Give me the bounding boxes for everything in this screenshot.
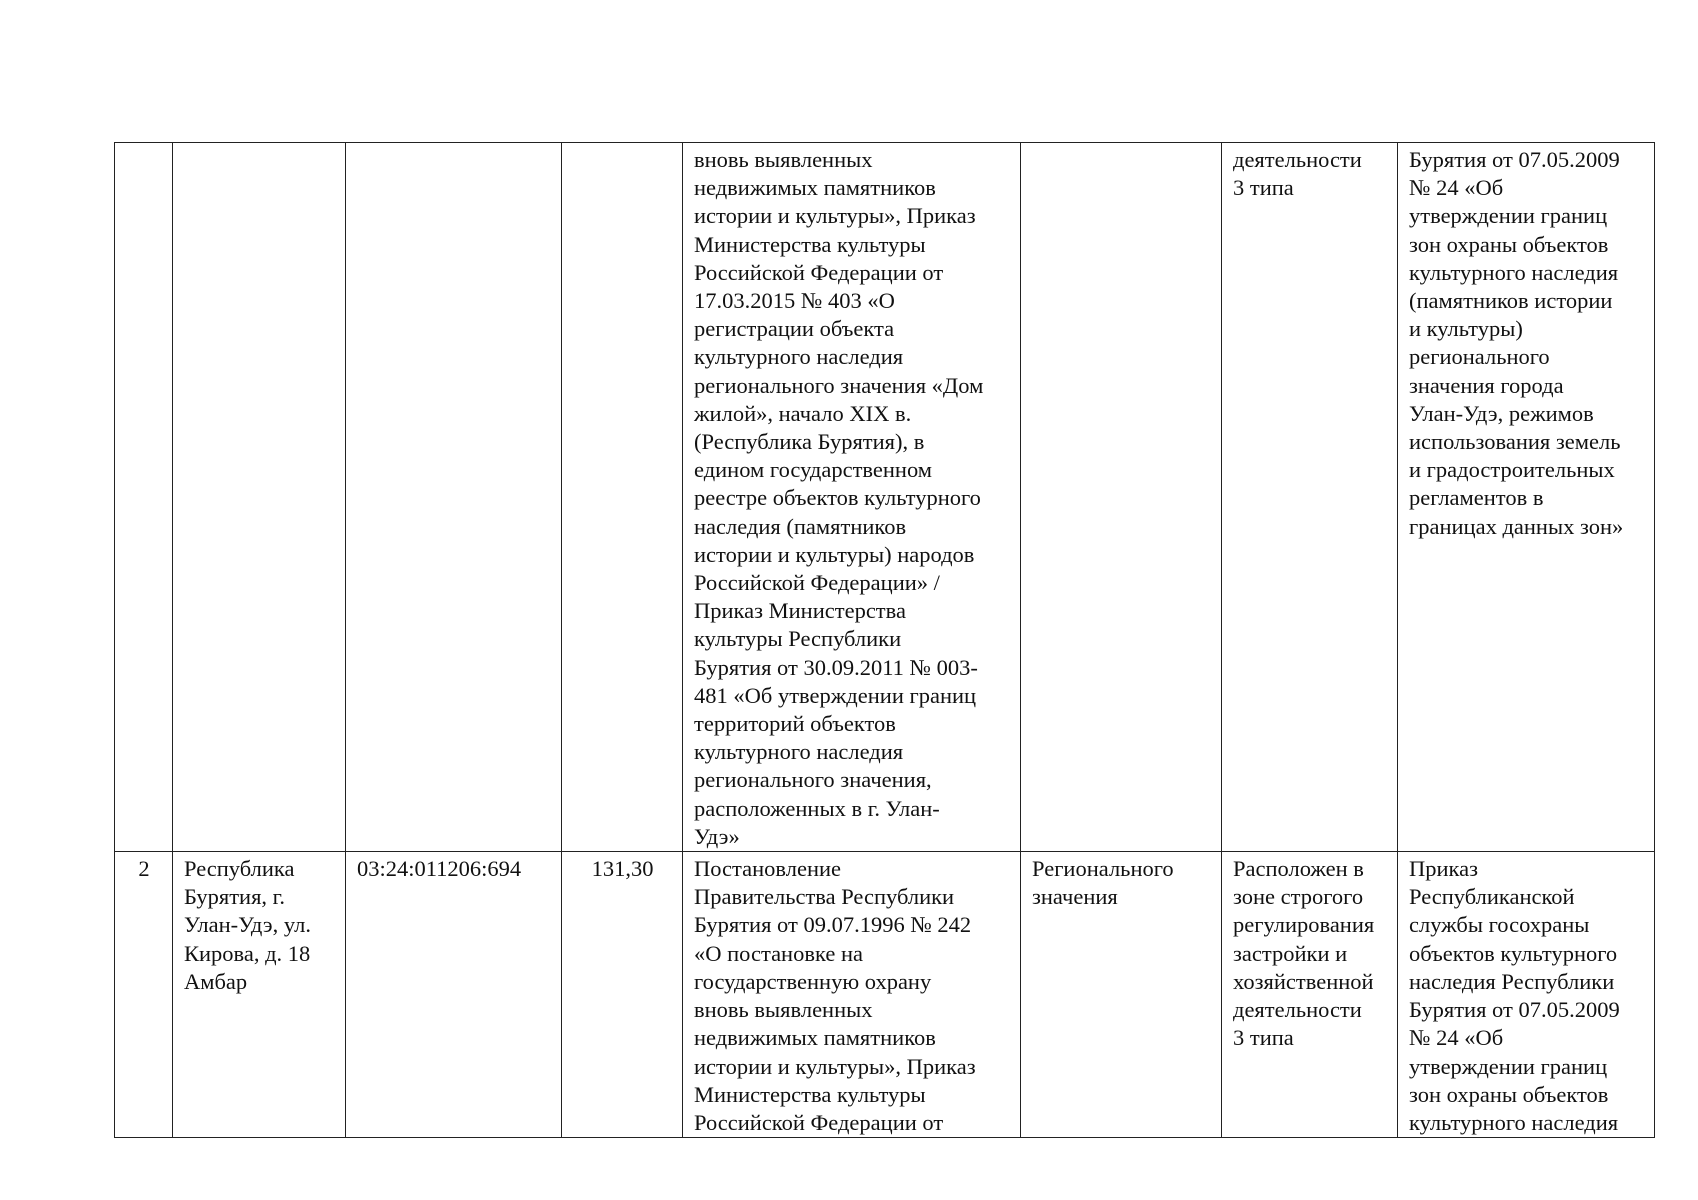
zone-act-cell: Бурятия от 07.05.2009 № 24 «Об утверждении границ зон охраны объектов культурного наследия (памятников истории и культуры) регионального значения города Улан-Удэ, режимов использования земель и градостроительных регламентов в границах данных зон» <box>1398 143 1655 852</box>
address-cell: Республика Бурятия, г. Улан-Удэ, ул. Кирова, д. 18 Амбар <box>173 852 346 1138</box>
documents-cell: Постановление Правительства Республики Бурятия от 09.07.1996 № 242 «О постановке на государственную охрану вновь выявленных недвижимых памятников истории и культуры», Приказ Министерства культуры Российской Федерации от <box>683 852 1021 1138</box>
row-number-cell <box>115 143 173 852</box>
category-cell: Регионального значения <box>1021 852 1222 1138</box>
cadastral-number-cell <box>346 143 562 852</box>
row-number-cell: 2 <box>115 852 173 1138</box>
protection-zone-cell: Расположен в зоне строгого регулирования застройки и хозяйственной деятельности 3 типа <box>1222 852 1398 1138</box>
documents-cell: вновь выявленных недвижимых памятников истории и культуры», Приказ Министерства культуры Российской Федерации от 17.03.2015 № 403 «О регистрации объекта культурного наследия регионального значения «Дом жилой», начало XIX в. (Республика Бурятия), в едином государственном реестре объектов культурного наследия (памятников истории и культуры) народов Российской Федерации» / Приказ Министерства культуры Республики Бурятия от 30.09.2011 № 003- 481 «Об утверждении границ территорий объектов культурного наследия регионального значения, расположенных в г. Улан- Удэ» <box>683 143 1021 852</box>
area-cell: 131,30 <box>562 852 683 1138</box>
table-row <box>115 143 1655 852</box>
heritage-objects-table <box>114 142 1655 1138</box>
category-cell <box>1021 143 1222 852</box>
area-cell <box>562 143 683 852</box>
protection-zone-cell: деятельности 3 типа <box>1222 143 1398 852</box>
cadastral-number-cell: 03:24:011206:694 <box>346 852 562 1138</box>
address-cell <box>173 143 346 852</box>
table-row <box>115 852 1655 1138</box>
zone-act-cell: Приказ Республиканской службы госохраны объектов культурного наследия Республики Бурятия от 07.05.2009 № 24 «Об утверждении границ зон охраны объектов культурного наследия <box>1398 852 1655 1138</box>
